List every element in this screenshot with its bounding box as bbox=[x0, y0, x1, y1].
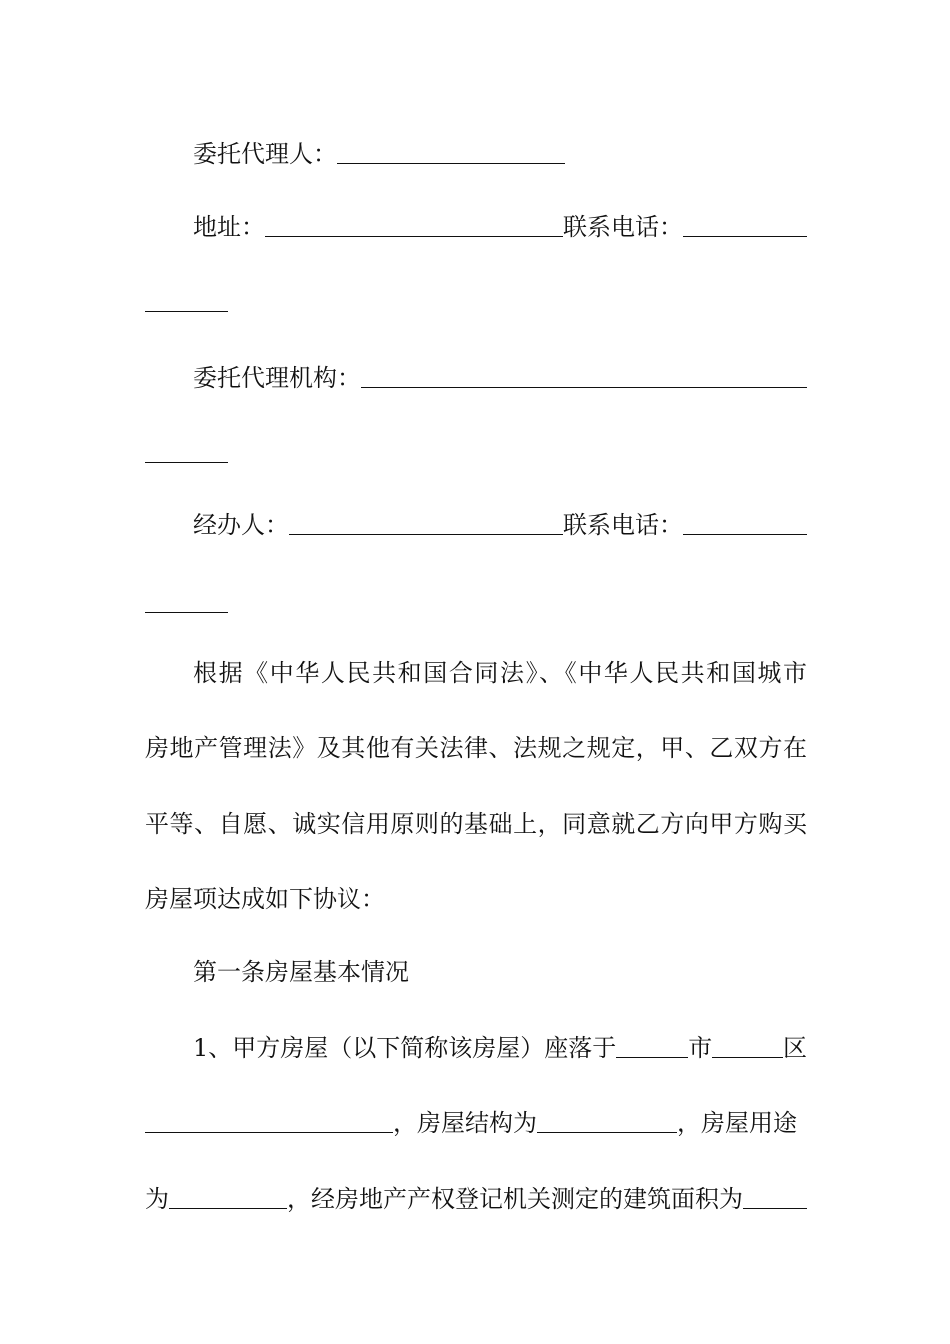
article-1-title: 第一条房屋基本情况 bbox=[193, 958, 409, 986]
structure-blank[interactable] bbox=[537, 1106, 677, 1133]
agency-continuation bbox=[145, 434, 807, 474]
handler-phone-label: 联系电话： bbox=[563, 511, 683, 539]
location-detail-blank[interactable] bbox=[145, 1106, 393, 1133]
handler-label: 经办人： bbox=[193, 511, 289, 539]
handler-phone-blank[interactable] bbox=[683, 508, 807, 535]
article-1-item-1-line bbox=[145, 1028, 807, 1068]
city-blank[interactable] bbox=[616, 1031, 688, 1058]
handler-phone-blank-cont[interactable] bbox=[145, 586, 228, 613]
usage-blank[interactable] bbox=[169, 1182, 287, 1209]
usage-prefix: 为 bbox=[145, 1185, 169, 1213]
preamble-text-3: 平等、自愿、诚实信用原则的基础上，同意就乙方向甲方购买 bbox=[145, 810, 807, 838]
agent-label: 委托代理人： bbox=[193, 140, 337, 168]
handler-phone-continuation bbox=[145, 584, 807, 624]
preamble-text-2: 房地产管理法》及其他有关法律、法规之规定，甲、乙双方在 bbox=[145, 734, 807, 762]
district-blank[interactable] bbox=[712, 1031, 783, 1058]
agent-blank[interactable] bbox=[337, 137, 565, 164]
address-phone-continuation bbox=[145, 283, 807, 323]
agency-blank[interactable] bbox=[361, 361, 807, 388]
handler-line bbox=[145, 505, 807, 545]
structure-label: ，房屋结构为 bbox=[393, 1109, 537, 1137]
address-phone-blank[interactable] bbox=[683, 210, 807, 237]
preamble-text-4: 房屋项达成如下协议： bbox=[145, 885, 385, 913]
area-label: ，经房地产产权登记机关测定的建筑面积为 bbox=[287, 1185, 743, 1213]
preamble-line-2 bbox=[145, 728, 807, 768]
handler-blank[interactable] bbox=[289, 508, 563, 535]
item-1-text: 1、甲方房屋（以下简称该房屋）座落于 bbox=[193, 1034, 617, 1062]
address-label: 地址： bbox=[193, 213, 265, 241]
area-blank[interactable] bbox=[743, 1182, 807, 1209]
preamble-line-4 bbox=[145, 879, 807, 919]
agency-label: 委托代理机构： bbox=[193, 364, 361, 392]
agency-blank-cont[interactable] bbox=[145, 436, 228, 463]
agent-line bbox=[145, 134, 807, 174]
agency-line bbox=[145, 358, 807, 398]
city-label: 市 bbox=[688, 1034, 713, 1062]
preamble-line-1 bbox=[145, 653, 807, 693]
article-1-area-line bbox=[145, 1179, 807, 1219]
address-phone-blank-cont[interactable] bbox=[145, 285, 228, 312]
address-phone-label: 联系电话： bbox=[563, 213, 683, 241]
district-label: 区 bbox=[783, 1034, 807, 1062]
preamble-text-1: 根据《中华人民共和国合同法》、《中华人民共和国城市 bbox=[193, 659, 807, 687]
address-blank[interactable] bbox=[265, 210, 563, 237]
address-line bbox=[145, 207, 807, 247]
usage-label: ，房屋用途 bbox=[677, 1109, 797, 1137]
article-1-title-line bbox=[145, 952, 807, 992]
article-1-structure-line bbox=[145, 1103, 807, 1143]
preamble-line-3 bbox=[145, 804, 807, 844]
